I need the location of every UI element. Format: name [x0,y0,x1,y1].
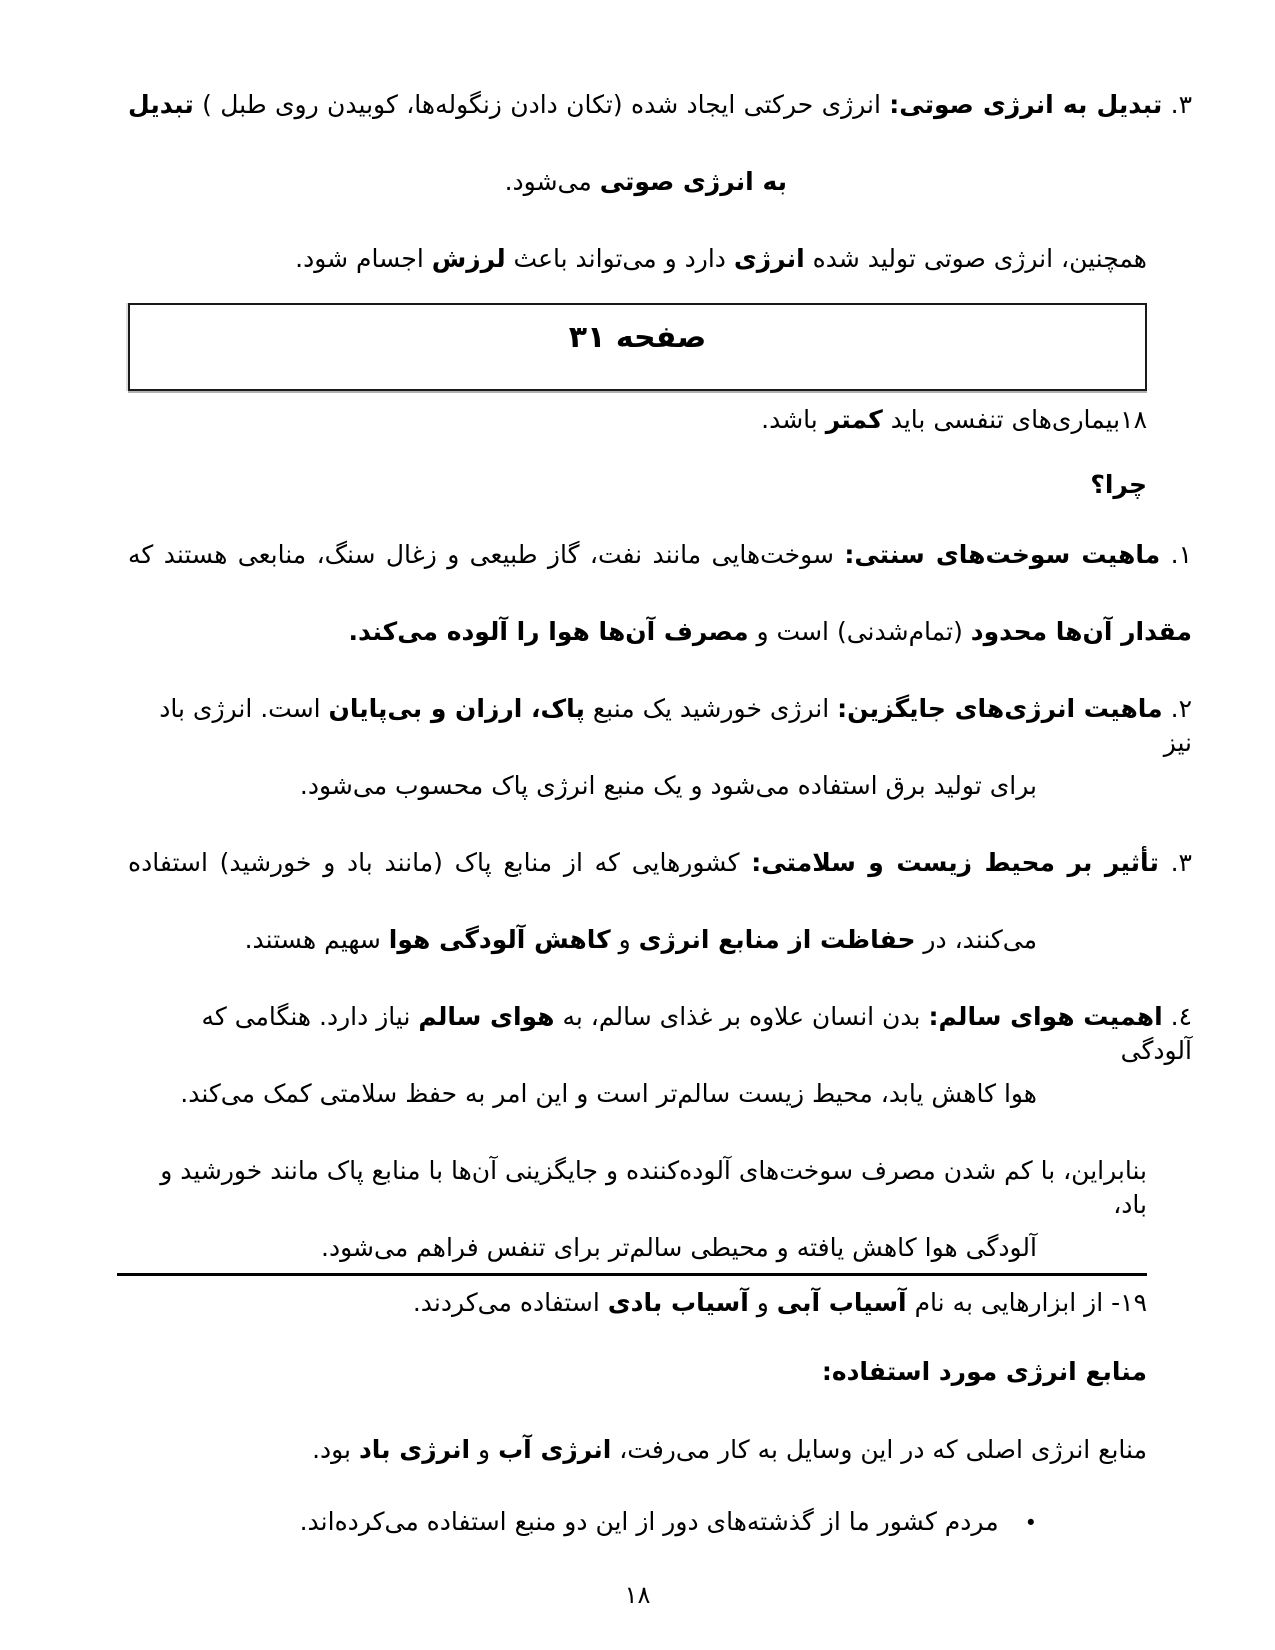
item3-sound-conversion-line2 [128,165,1147,199]
bold-text-run: لرزش [431,244,506,273]
text-run: می‌کنند، در [915,925,1037,954]
text-run: ٤. [1162,1002,1192,1031]
text-run: و [748,1288,777,1317]
text-run: مردم کشور ما از گذشته‌های دور از این دو منبع استفاده می‌کرده‌اند. [299,1507,999,1536]
bold-text-run: تبدیل به انرژی صوتی: [889,90,1163,119]
bold-text-run: منابع انرژی مورد استفاده: [821,1357,1147,1386]
bold-text-run: تأثیر بر محیط زیست و سلامتی: [751,848,1159,877]
text-run: ۲. [1162,694,1192,723]
page-number: ۱۸ [624,1581,651,1609]
text-run: ۱. [1160,540,1192,569]
section-divider [117,1273,1147,1276]
item3-sound-conversion-line1 [128,88,1192,122]
bold-text-run: تبدیل [128,90,194,119]
text-run: سوخت‌هایی مانند نفت، گاز طبیعی و زغال سنگ، منابعی هستند که [128,540,845,569]
reason2-line1 [128,692,1192,757]
text-run: آلودگی هوا کاهش یافته و محیطی سالم‌تر برای تنفس فراهم می‌شود. [321,1233,1037,1262]
text-run: ۳. [1162,90,1192,119]
question18-answer [128,403,1147,437]
bold-text-run: هوای سالم [418,1002,555,1031]
bold-text-run: پاک، ارزان و بی‌پایان [328,694,585,723]
bold-text-run: ماهیت انرژی‌های جایگزین: [837,694,1163,723]
text-run: همچنین، انرژی صوتی تولید شده [804,244,1147,273]
text-run: ۱۸ [1120,405,1147,434]
bold-text-run: انرژی آب [498,1435,612,1464]
text-run: بدن انسان علاوه بر غذای سالم، به [554,1002,929,1031]
text-run: هوا کاهش یابد، محیط زیست سالم‌تر است و این امر به حفظ سلامتی کمک می‌کند. [180,1079,1037,1108]
bold-text-run: مقدار آن‌ها محدود [970,617,1192,646]
text-run: بود. [312,1435,359,1464]
text-run: باشد. [761,405,826,434]
reason1-line2 [128,615,1192,649]
text-run: ۱۹- از ابزارهایی به نام [906,1288,1147,1317]
item3-sound-conversion-line3 [128,242,1147,276]
reason4-line2 [128,1077,1147,1111]
bold-text-run: چرا؟ [1090,470,1147,499]
text-run: ۳. [1158,848,1192,877]
text-run: استفاده می‌کردند. [412,1288,608,1317]
reason3-line1 [128,846,1192,880]
bold-text-run: مصرف آن‌ها هوا را آلوده می‌کند. [348,617,749,646]
text-run: انرژی خورشید یک منبع [584,694,838,723]
energy-sources-heading [128,1355,1147,1389]
text-run: اجسام شود. [295,244,432,273]
text-run: بنابراین، با کم شدن مصرف سوخت‌های آلوده‌کننده و جایگزینی آن‌ها با منابع پاک مانند خورشید و باد، [160,1156,1147,1219]
bold-text-run: آسیاب بادی [607,1288,749,1317]
energy-sources-bullet [128,1505,1147,1539]
text-run: منابع انرژی اصلی که در این وسایل به کار می‌رفت، [611,1435,1147,1464]
document-content [128,88,1192,1582]
text-run: دارد و می‌تواند باعث [505,244,734,273]
bold-text-run: ماهیت سوخت‌های سنتی: [844,540,1161,569]
text-run: می‌شود. [504,167,600,196]
bold-text-run: آسیاب آبی [776,1288,907,1317]
text-run: و [470,1435,499,1464]
text-run: (تمام‌شدنی) است و [748,617,971,646]
text-run: برای تولید برق استفاده می‌شود و یک منبع انرژی پاک محسوب می‌شود. [299,771,1037,800]
bullet-icon: • [1024,1511,1037,1535]
text-run: و [610,925,639,954]
page-31-header-box [128,303,1147,391]
why-heading [128,468,1147,502]
question19-line [128,1286,1147,1320]
conclusion-line2 [128,1231,1147,1265]
reason4-line1 [128,1000,1192,1065]
text-run: بیماری‌های تنفسی باید [882,405,1121,434]
conclusion-line1 [128,1154,1147,1219]
text-run: است. انرژی باد نیز [159,694,1192,757]
energy-sources-body [128,1433,1147,1467]
bold-text-run: حفاظت از منابع انرژی [638,925,916,954]
reason3-line2 [128,923,1147,957]
bold-text-run: انرژی [733,244,805,273]
bold-text-run: کمتر [825,405,883,434]
text-run: انرژی حرکتی ایجاد شده (تکان دادن زنگوله‌ها، کوبیدن روی طبل ) [193,90,890,119]
reason1-line1 [128,538,1192,572]
page-31-header-title: صفحه ۳۱ [568,320,707,355]
bold-text-run: کاهش آلودگی هوا [388,925,611,954]
text-run: سهیم هستند. [244,925,389,954]
text-run: نیاز دارد. هنگامی که آلودگی [201,1002,1192,1065]
bold-text-run: به انرژی صوتی [599,167,787,196]
text-run: کشورهایی که از منابع پاک (مانند باد و خورشید) استفاده [128,848,752,877]
reason2-line2 [128,769,1147,803]
bold-text-run: اهمیت هوای سالم: [928,1002,1163,1031]
bold-text-run: انرژی باد [358,1435,471,1464]
